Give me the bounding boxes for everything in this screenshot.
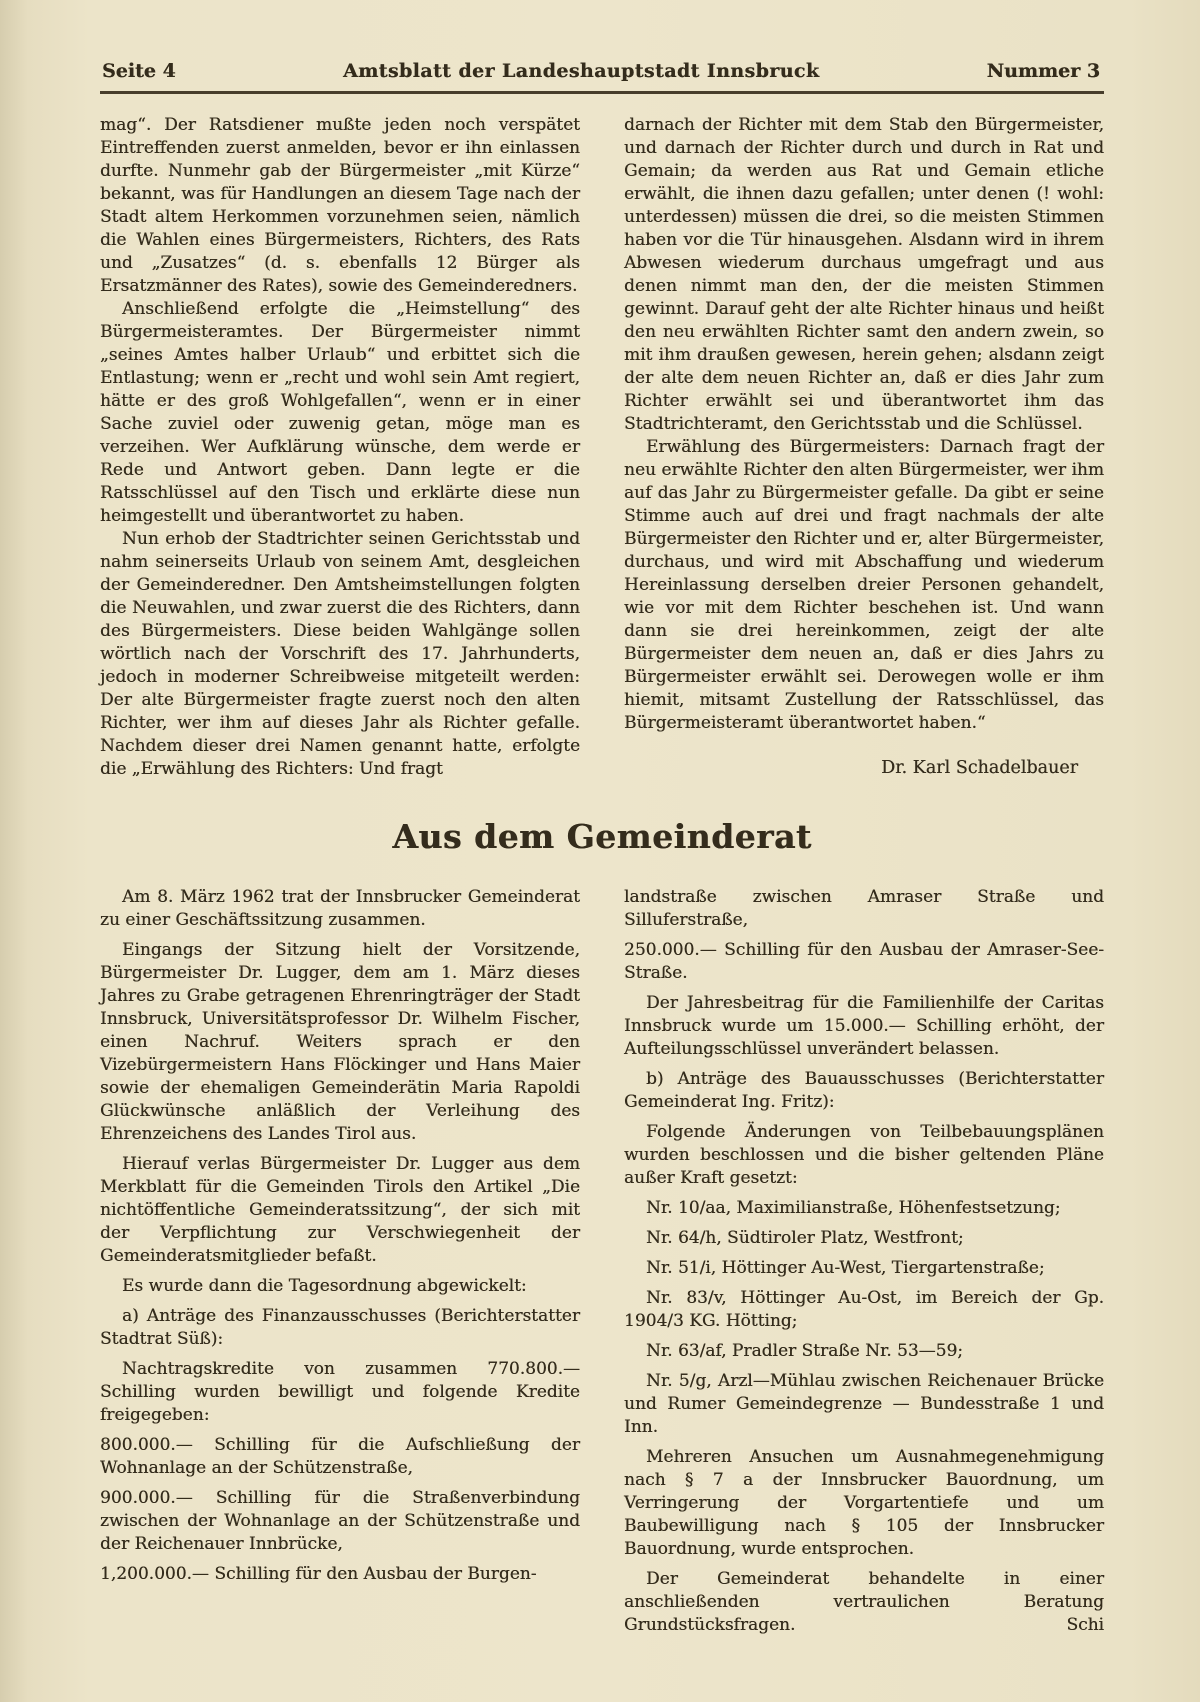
article-elections-right-column [624,114,1104,781]
paragraph-text: Der Gemeinderat behandelte in einer anschließenden vertraulichen Beratung Grundstücksfragen. [624,1569,1104,1635]
article-gemeinderat-right-column [624,886,1104,1637]
plan-item: Nr. 63/af, Pradler Straße Nr. 53—59; [646,1341,964,1361]
page-header [100,60,1104,94]
paragraph: Eingangs der Sitzung hielt der Vorsitzende, Bürgermeister Dr. Lugger, dem am 1. März dieses Jahres zu Grabe getragenen Ehrenringträger der Stadt Innsbruck, Universitätsprofessor Dr. Wilhelm Fischer, einen Nachruf. Weiters sprach er den Vizebürgermeistern Hans Flöckinger und Hans Maier sowie der ehemaligen Gemeinderätin Maria Rapoldi Glückwünsche anläßlich der Verleihung des Ehrenzeichens des Landes Tirol aus. [100,940,580,1144]
plan-item: Nr. 5/g, Arzl—Mühlau zwischen Reichenauer Brücke und Rumer Gemeindegrenze — Bundesstraße 1 und Inn. [624,1371,1104,1437]
article-gemeinderat-left-column [100,886,580,1637]
paragraph: Der Jahresbeitrag für die Familienhilfe der Caritas Innsbruck wurde um 15.000.— Schilling erhöht, der Aufteilungsschlüssel unverändert belassen. [624,993,1104,1059]
paragraph: Nun erhob der Stadtrichter seinen Gerichtsstab und nahm seinerseits Urlaub von seinem Amt, desgleichen der Gemeinderedner. Den Amtsheimstellungen folgten die Neuwahlen, und zwar zuerst die des Richters, dann des Bürgermeisters. Diese beiden Wahlgänge sollen wörtlich nach der Vorschrift des 17. Jahrhunderts, jedoch in moderner Schreibweise mitgeteilt werden: Der alte Bürgermeister fragte zuerst noch den alten Richter, wer ihm auf dieses Jahr als Richter gefalle. Nachdem dieser drei Namen genannt hatte, erfolgte die „Erwählung des Richters: Und fragt [100,529,580,779]
issue-number-label: Nummer 3 [986,60,1100,82]
credit-item: 250.000.— Schilling für den Ausbau der Amraser-See-Straße. [624,940,1104,983]
plan-item: Nr. 64/h, Südtiroler Platz, Westfront; [646,1228,964,1248]
plan-item: Nr. 10/aa, Maximilianstraße, Höhenfestsetzung; [646,1198,1061,1218]
credit-item: 800.000.— Schilling für die Aufschließung der Wohnanlage an der Schützenstraße, [100,1435,580,1478]
article-elections-left-column [100,114,580,781]
page-number-label: Seite 4 [102,60,176,82]
plan-item: Nr. 83/v, Höttinger Au-Ost, im Bereich der Gp. 1904/3 KG. Hötting; [624,1288,1104,1331]
plan-item: Nr. 51/i, Höttinger Au-West, Tiergartenstraße; [646,1258,1045,1278]
paragraph: landstraße zwischen Amraser Straße und Silluferstraße, [624,887,1104,930]
author-signature: Dr. Karl Schadelbauer [881,758,1078,778]
paragraph: Es wurde dann die Tagesordnung abgewickelt: [122,1276,527,1296]
paragraph: Erwählung des Bürgermeisters: Darnach fragt der neu erwählte Richter den alten Bürgermeister, wer ihm auf das Jahr zu Bürgermeister gefalle. Da gibt er seine Stimme auch auf drei und fragt nachmals der alte Bürgermeister den Richter und er, alter Bürgermeister, durchaus, und wird mit Abschaffung und wiederum Hereinlassung derselben dreier Personen gehandelt, wie vor mit dem Richter beschehen ist. Und wann dann sie drei hereinkommen, zeigt der alte Bürgermeister dem neuen an, daß er dies Jahrs zu Bürgermeister erwählt sei. Derowegen wolle er ihm hiemit, mitsamt Zustellung der Ratsschlüssel, das Bürgermeisteramt überantwortet haben.“ [624,437,1104,733]
paragraph [624,1568,1104,1637]
paragraph: Am 8. März 1962 trat der Innsbrucker Gemeinderat zu einer Geschäftssitzung zusammen. [100,887,580,930]
author-mark: Schi [1066,1615,1104,1635]
credit-item: 900.000.— Schilling für die Straßenverbindung zwischen der Wohnanlage an der Schützenstraße und der Reichenauer Innbrücke, [100,1488,580,1554]
journal-title: Amtsblatt der Landeshauptstadt Innsbruck [343,60,820,82]
paragraph: Anschließend erfolgte die „Heimstellung“ des Bürgermeisteramtes. Der Bürgermeister nimmt „seines Amtes halber Urlaub“ und erbittet sich die Entlastung; wenn er „recht und wohl sein Amt regiert, hätte er des groß Wohlgefallen“, wenn er in einer Sache zuviel oder zuwenig getan, möge man es verzeihen. Wer Aufklärung wünsche, dem werde er Rede und Antwort geben. Dann legte er die Ratsschlüssel auf den Tisch und erklärte diese nun heimgestellt und überantwortet zu haben. [100,299,580,526]
section-title: Aus dem Gemeinderat [392,817,812,856]
paragraph: Mehreren Ansuchen um Ausnahmegenehmigung nach § 7 a der Innsbrucker Bauordnung, um Verringerung der Vorgartentiefe und um Baubewilligung nach § 105 der Innsbrucker Bauordnung, wurde entsprochen. [624,1447,1104,1559]
paragraph: Folgende Änderungen von Teilbebauungsplänen wurden beschlossen und die bisher geltenden Pläne außer Kraft gesetzt: [624,1122,1104,1188]
paragraph: mag“. Der Ratsdiener mußte jeden noch verspätet Eintreffenden zuerst anmelden, bevor er ihn einlassen durfte. Nunmehr gab der Bürgermeister „mit Kürze“ bekannt, was für Handlungen an diesem Tage nach der Stadt altem Herkommen vorzunehmen seien, nämlich die Wahlen eines Bürgermeisters, Richters, des Rats und „Zusatzes“ (d. s. ebenfalls 12 Bürger als Ersatzmänner des Rates), sowie des Gemeinderedners. [100,115,580,296]
paragraph: darnach der Richter mit dem Stab den Bürgermeister, und darnach der Richter durch und durch in Rat und Gemain; da werden aus Rat und Gemain etliche erwählt, die ihnen dazu gefallen; unter denen (! wohl: unterdessen) müssen die drei, so die meisten Stimmen haben vor die Tür hinausgehen. Alsdann wird in ihrem Abwesen wiederum durchaus umgefragt und aus denen nimmt man den, der die meisten Stimmen gewinnt. Darauf geht der alte Richter hinaus und heißt den neu erwählten Richter samt den andern zwein, so mit ihm draußen gewesen, herein gehen; alsdann zeigt der alte dem neuen Richter an, daß er dies Jahr zum Richter erwählt sei und überantwortet ihm das Stadtrichteramt, den Gerichtsstab und die Schlüssel. [624,115,1104,434]
paragraph: b) Anträge des Bauausschusses (Berichterstatter Gemeinderat Ing. Fritz): [624,1069,1104,1112]
article-elections [100,114,1104,781]
article-gemeinderat [100,886,1104,1637]
paragraph: Nachtragskredite von zusammen 770.800.— Schilling wurden bewilligt und folgende Kredite freigegeben: [100,1359,580,1425]
credit-item: 1,200.000.— Schilling für den Ausbau der Burgen- [100,1564,537,1584]
paragraph: Hierauf verlas Bürgermeister Dr. Lugger aus dem Merkblatt für die Gemeinden Tirols den Artikel „Die nichtöffentliche Gemeinderatssitzung“, der sich mit der Verpflichtung zur Verschwiegenheit der Gemeinderatsmitglieder befaßt. [100,1154,580,1266]
paragraph: a) Anträge des Finanzausschusses (Berichterstatter Stadtrat Süß): [100,1306,580,1349]
